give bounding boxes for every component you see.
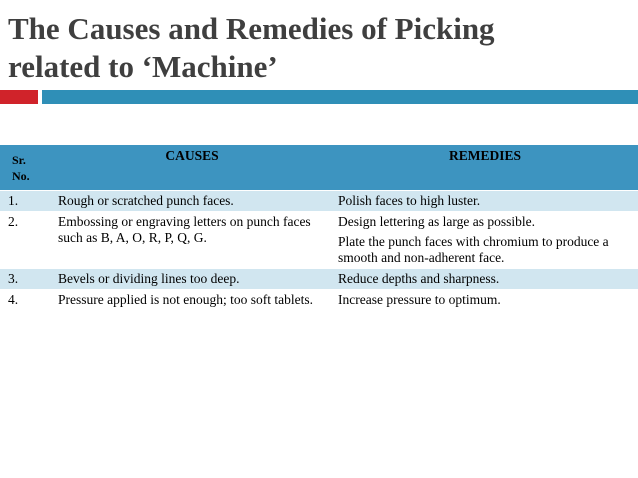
row-remedy: Plate the punch faces with chromium to produce a smooth and non-adherent face. (338, 234, 609, 265)
table-row (0, 290, 638, 311)
table-row (0, 269, 638, 290)
header-remedies: REMEDIES (332, 145, 638, 191)
table-row (0, 212, 638, 269)
slide-title-line-1: The Causes and Remedies of Picking (8, 11, 495, 46)
row-remedy: Reduce depths and sharpness. (332, 269, 638, 290)
header-sr-no: Sr. No. (0, 145, 52, 191)
table-row (0, 191, 638, 212)
row-remedy: Increase pressure to optimum. (332, 290, 638, 311)
accent-bar-red (0, 90, 38, 104)
row-cause: Embossing or engraving letters on punch faces such as B, A, O, R, P, Q, G. (52, 212, 332, 269)
header-causes: CAUSES (52, 145, 332, 191)
slide-title-line-2: related to ‘Machine’ (8, 49, 278, 84)
row-remedies (332, 212, 638, 269)
row-number: 3. (0, 269, 52, 290)
slide-title (8, 10, 628, 86)
row-number: 4. (0, 290, 52, 311)
row-remedy: Design lettering as large as possible. (338, 214, 535, 229)
table-header-row (0, 145, 638, 191)
row-cause: Bevels or dividing lines too deep. (52, 269, 332, 290)
row-number: 2. (0, 212, 52, 269)
row-cause: Rough or scratched punch faces. (52, 191, 332, 212)
row-cause: Pressure applied is not enough; too soft tablets. (52, 290, 332, 311)
row-number: 1. (0, 191, 52, 212)
accent-bar-blue (42, 90, 638, 104)
row-remedy: Polish faces to high luster. (332, 191, 638, 212)
causes-remedies-table (0, 145, 638, 311)
